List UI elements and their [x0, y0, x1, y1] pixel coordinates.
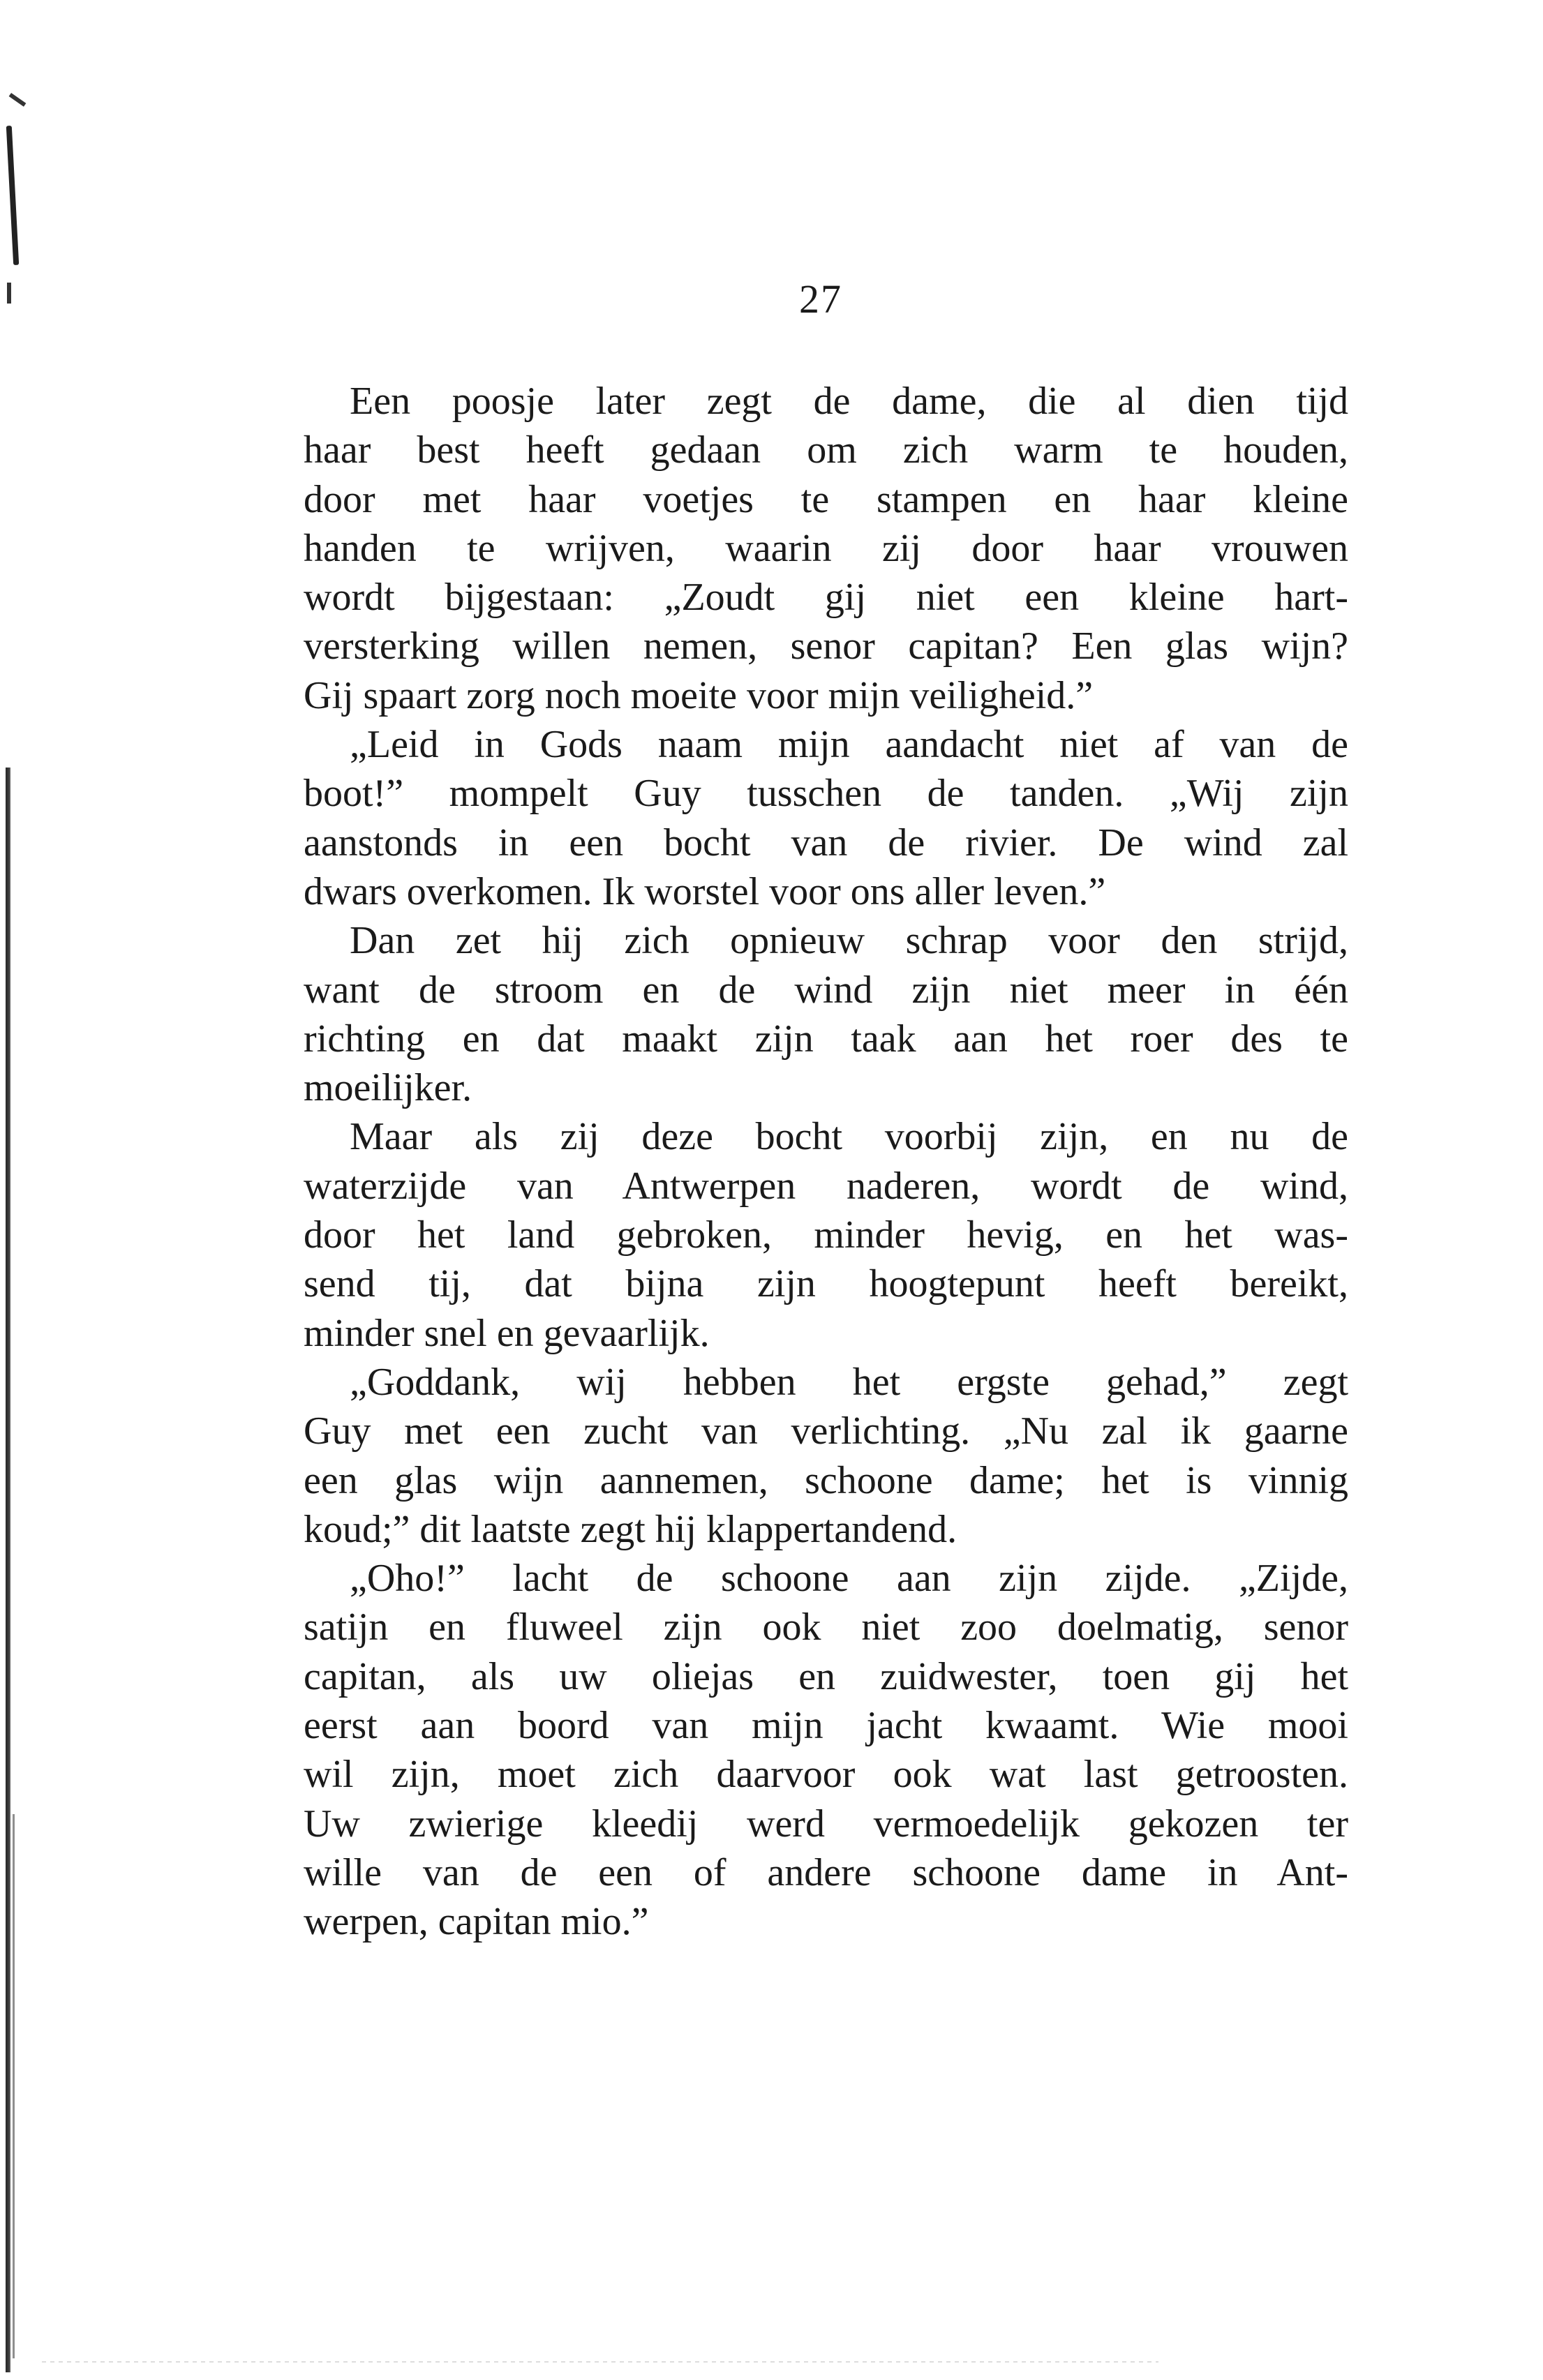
book-gutter-edge [6, 768, 10, 2372]
text-line: door met haar voetjes te stampen en haar kleine [304, 477, 1348, 521]
paragraph [304, 1112, 1348, 1357]
text-line: Gij spaart zorg noch moeite voor mijn veiligheid.” [304, 673, 1094, 717]
text-line: moeilijker. [304, 1066, 472, 1110]
scan-artifact [7, 283, 11, 304]
paragraph [304, 1554, 1348, 1946]
page-number: 27 [799, 276, 842, 322]
text-line: Dan zet hij zich opnieuw schrap voor den strijd, [350, 919, 1348, 963]
text-line: Uw zwierige kleedij werd vermoedelijk gekozen ter [304, 1802, 1348, 1846]
text-line: send tij, dat bijna zijn hoogtepunt heeft bereikt, [304, 1262, 1348, 1306]
text-line: aanstonds in een bocht van de rivier. De wind zal [304, 821, 1348, 865]
text-line: eerst aan boord van mijn jacht kwaamt. Wie mooi [304, 1704, 1348, 1748]
text-line: capitan, als uw oliejas en zuidwester, toen gij het [304, 1654, 1348, 1698]
text-line: richting en dat maakt zijn taak aan het roer des te [304, 1017, 1348, 1061]
text-line: door het land gebroken, minder hevig, en het was- [304, 1213, 1348, 1257]
paragraph [304, 377, 1348, 720]
scan-bottom-edge [42, 2361, 1158, 2363]
text-line: haar best heeft gedaan om zich warm te houden, [304, 428, 1348, 472]
text-line: wille van de een of andere schoone dame in Ant- [304, 1850, 1348, 1894]
scan-artifact [6, 126, 19, 265]
text-line: „Goddank, wij hebben het ergste gehad,” zegt [350, 1360, 1348, 1404]
text-line: wil zijn, moet zich daarvoor ook wat last getroosten. [304, 1753, 1348, 1797]
body-text [304, 377, 1348, 1947]
scan-artifact [9, 93, 27, 107]
text-line: boot!” mompelt Guy tusschen de tanden. „Wij zijn [304, 772, 1348, 816]
text-line: werpen, capitan mio.” [304, 1900, 649, 1944]
text-line: een glas wijn aannemen, schoone dame; het is vinnig [304, 1458, 1348, 1502]
paragraph [304, 720, 1348, 916]
text-line: waterzijde van Antwerpen naderen, wordt de wind, [304, 1164, 1348, 1208]
text-line: Maar als zij deze bocht voorbij zijn, en nu de [350, 1115, 1348, 1159]
text-line: versterking willen nemen, senor capitan? Een glas wijn? [304, 624, 1348, 668]
text-line: wordt bijgestaan: „Zoudt gij niet een kleine hart- [304, 576, 1348, 620]
paragraph [304, 916, 1348, 1112]
text-line: minder snel en gevaarlijk. [304, 1311, 710, 1355]
text-line: dwars overkomen. Ik worstel voor ons aller leven.” [304, 869, 1106, 913]
text-line: handen te wrijven, waarin zij door haar vrouwen [304, 526, 1348, 570]
text-line: want de stroom en de wind zijn niet meer in één [304, 968, 1348, 1012]
paragraph [304, 1358, 1348, 1554]
book-gutter-edge [13, 1814, 15, 2358]
text-line: Een poosje later zegt de dame, die al dien tijd [350, 380, 1348, 423]
text-line: „Leid in Gods naam mijn aandacht niet af van de [350, 723, 1348, 767]
text-line: satijn en fluweel zijn ook niet zoo doelmatig, senor [304, 1606, 1348, 1649]
text-line: Guy met een zucht van verlichting. „Nu zal ik gaarne [304, 1409, 1348, 1453]
text-line: koud;” dit laatste zegt hij klappertandend. [304, 1507, 957, 1551]
text-line: „Oho!” lacht de schoone aan zijn zijde. „Zijde, [350, 1557, 1348, 1601]
